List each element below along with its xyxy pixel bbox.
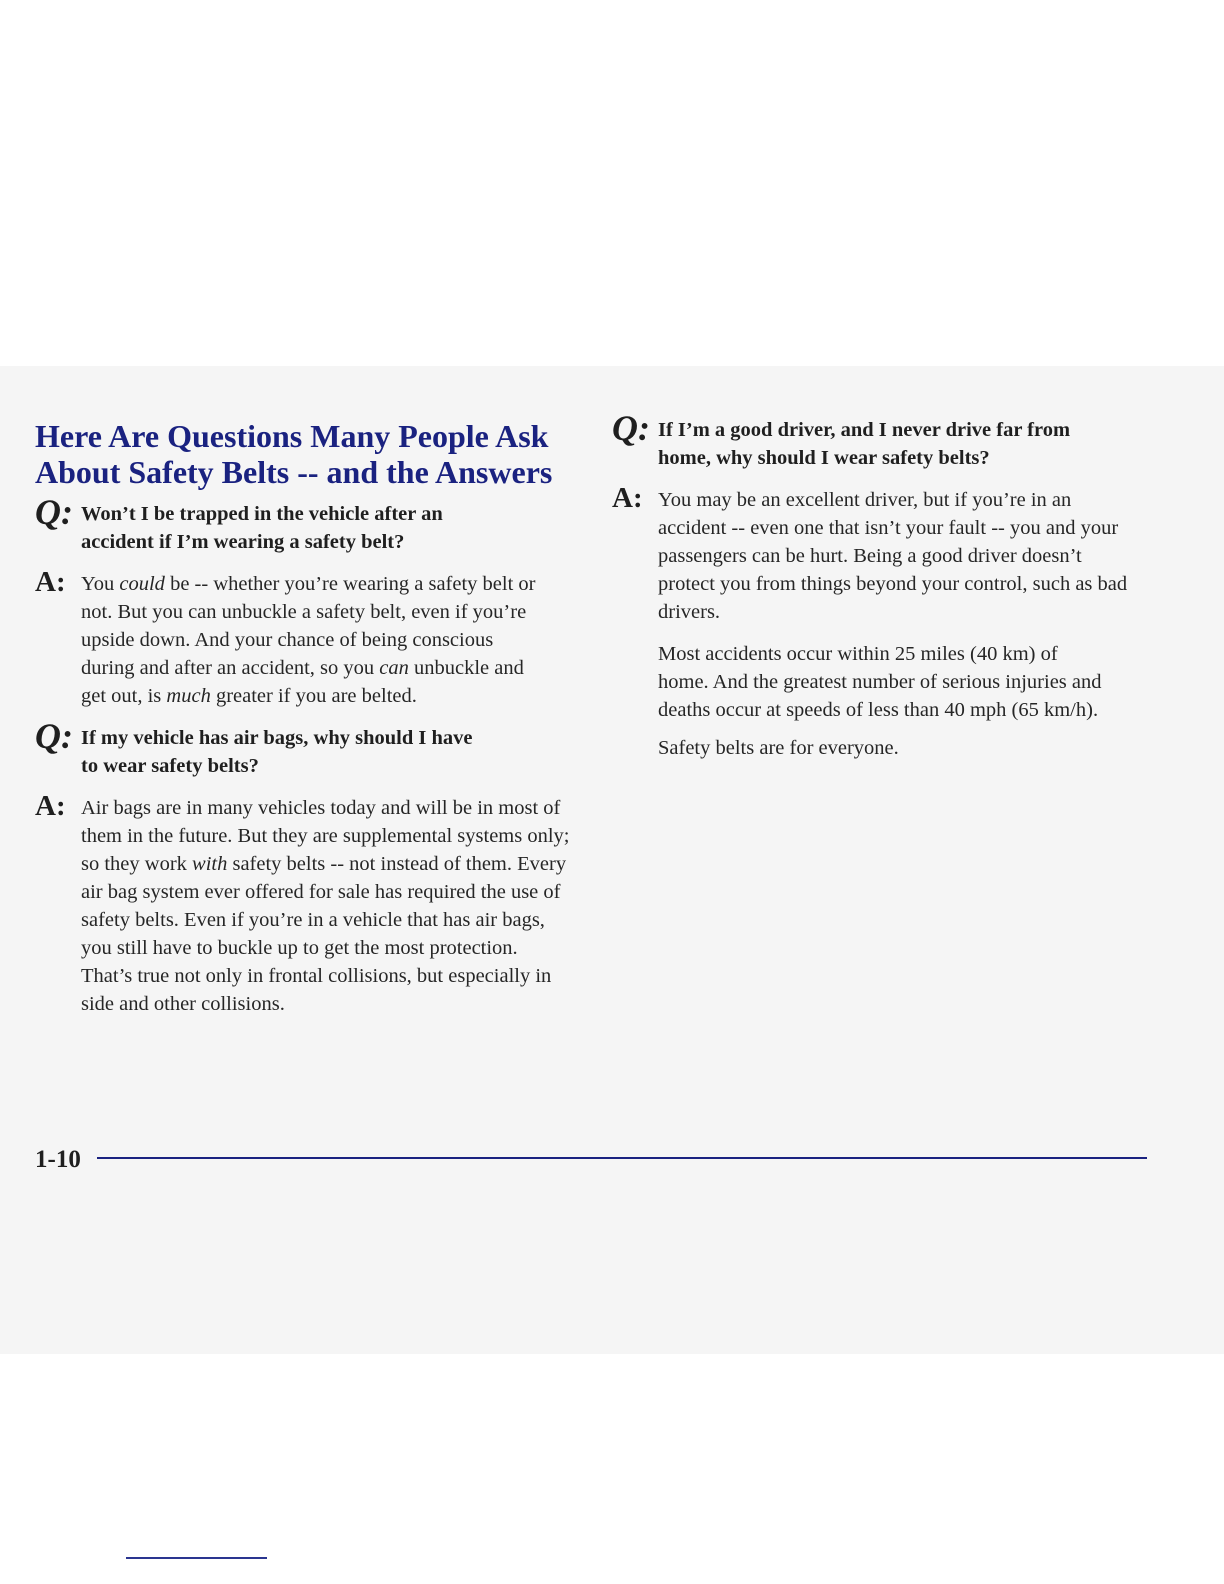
answer-2-text bbox=[81, 794, 571, 1018]
corner-rule bbox=[126, 1557, 267, 1559]
answer-3-paragraph-2: Most accidents occur within 25 miles (40 km) of home. And the greatest number of serious injuries and deaths occur at speeds of less than 40 mph (65 km/h). bbox=[658, 643, 1102, 721]
question-3 bbox=[612, 408, 1172, 472]
left-column bbox=[35, 492, 595, 1018]
answer-2-emphasis-with: with bbox=[192, 853, 228, 875]
answer-3-text: You may be an excellent driver, but if you’re in an accident -- even one that isn’t your fault -- you and your passengers can be hurt. Being a good driver doesn’t protect you from things beyond your control, such as bad drivers. bbox=[658, 489, 1128, 623]
title-line-1: Here Are Questions Many People Ask bbox=[35, 418, 549, 454]
answer-1-pre: You bbox=[81, 573, 120, 595]
answer-1-mid2: unbuckle and get out, is bbox=[81, 657, 524, 707]
page-number: 1-10 bbox=[35, 1146, 81, 1173]
answer-marker: A: bbox=[35, 790, 66, 822]
question-2-line-1: If my vehicle has air bags, why should I have bbox=[81, 727, 473, 749]
answer-marker: A: bbox=[35, 566, 66, 598]
question-2 bbox=[35, 716, 595, 780]
answer-1-emphasis-can: can bbox=[379, 657, 409, 679]
answer-1 bbox=[35, 566, 595, 710]
footer-rule bbox=[97, 1157, 1147, 1159]
title-line-2: About Safety Belts -- and the Answers bbox=[35, 454, 553, 490]
answer-2 bbox=[35, 790, 595, 1018]
question-marker: Q: bbox=[35, 492, 73, 532]
answer-1-mid1: be -- whether you’re wearing a safety belt or not. But you can unbuckle a safety belt, even if you’re upside down. And your chance of being conscious during and after an accident, so you bbox=[81, 573, 536, 679]
question-3-line-2: home, why should I wear safety belts? bbox=[658, 447, 990, 469]
answer-1-text bbox=[81, 570, 551, 710]
question-1 bbox=[35, 492, 595, 556]
page-title bbox=[35, 418, 595, 490]
question-1-text bbox=[81, 500, 595, 556]
answer-1-post: greater if you are belted. bbox=[210, 685, 417, 707]
answer-2-pre: Air bags are in many vehicles today and will be in most of them in the future. But they are supplemental systems only; so they work bbox=[81, 797, 570, 875]
question-1-line-1: Won’t I be trapped in the vehicle after an bbox=[81, 503, 443, 525]
question-marker: Q: bbox=[612, 408, 650, 448]
answer-2-post: safety belts -- not instead of them. Every air bag system ever offered for sale has required the use of safety belts. Even if you’re in a vehicle that has air bags, you still have to buckle up to get the most protection. That’s true not only in frontal collisions, but especially in side and other collisions. bbox=[81, 853, 567, 1015]
question-3-text bbox=[658, 416, 1172, 472]
right-column bbox=[612, 408, 1172, 762]
question-marker: Q: bbox=[35, 716, 73, 756]
answer-marker: A: bbox=[612, 482, 643, 514]
question-1-line-2: accident if I’m wearing a safety belt? bbox=[81, 531, 405, 553]
answer-3 bbox=[612, 482, 1172, 626]
question-2-line-2: to wear safety belts? bbox=[81, 755, 259, 777]
answer-1-emphasis-much: much bbox=[166, 685, 211, 707]
question-3-line-1: If I’m a good driver, and I never drive far from bbox=[658, 419, 1071, 441]
answer-3-paragraph-3: Safety belts are for everyone. bbox=[658, 737, 899, 759]
question-2-text bbox=[81, 724, 595, 780]
answer-1-emphasis-could: could bbox=[119, 573, 165, 595]
